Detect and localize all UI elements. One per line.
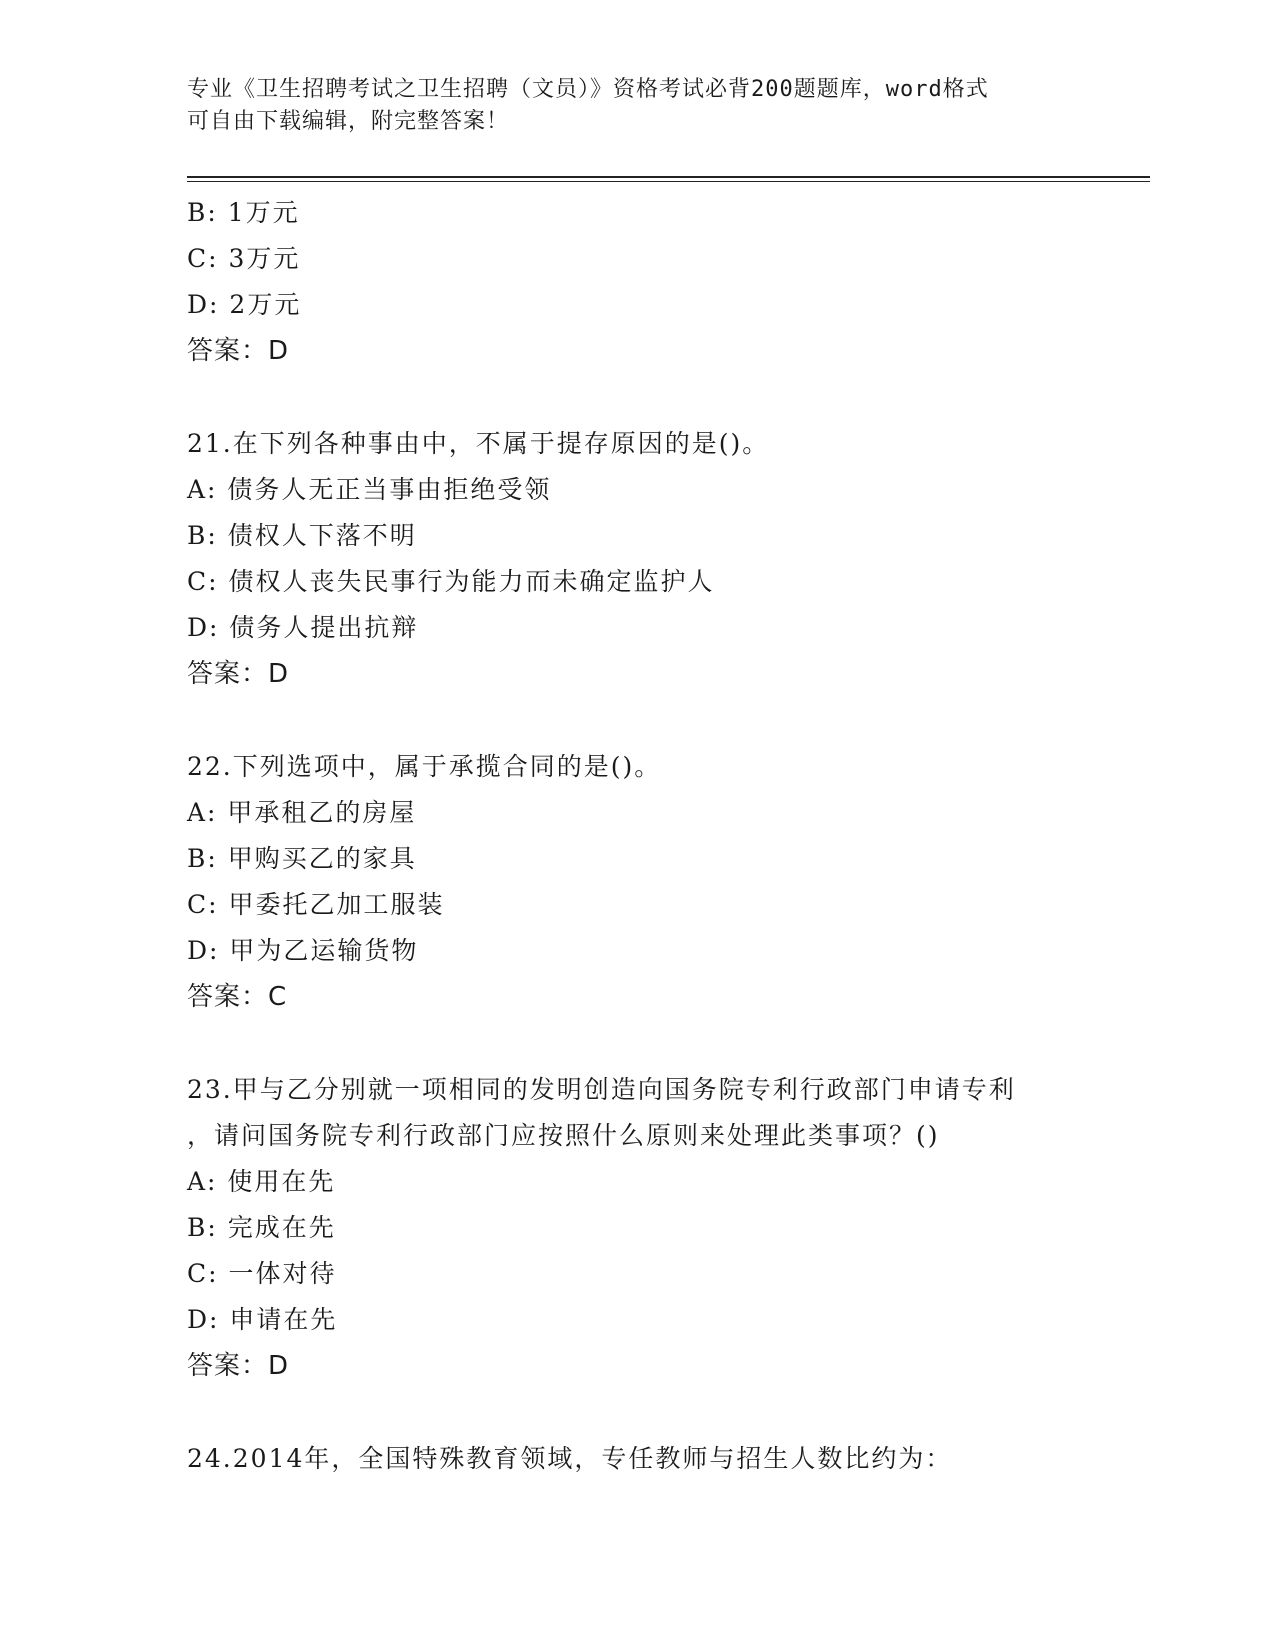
question-22 [187, 744, 1087, 1020]
option-b: B: 1万元 [187, 198, 300, 227]
header-divider-thick [187, 176, 1150, 178]
option-d: D: 2万元 [187, 290, 302, 319]
option-a: A: 甲承租乙的房屋 [187, 798, 417, 827]
question-list [187, 190, 1087, 1482]
option-b: B: 完成在先 [187, 1213, 336, 1242]
option-c: C: 甲委托乙加工服装 [187, 890, 445, 919]
question-stem: 23.甲与乙分别就一项相同的发明创造向国务院专利行政部门申请专利 [187, 1075, 1016, 1104]
option-c: C: 3万元 [187, 244, 301, 273]
question-stem: 22.下列选项中，属于承揽合同的是()。 [187, 752, 662, 781]
answer-line: 答案：D [187, 659, 290, 689]
option-a: A: 债务人无正当事由拒绝受领 [187, 475, 552, 504]
question-23 [187, 1067, 1087, 1389]
option-b: B: 甲购买乙的家具 [187, 844, 417, 873]
answer-line: 答案：C [187, 982, 288, 1012]
option-d: D: 申请在先 [187, 1305, 338, 1334]
option-a: A: 使用在先 [187, 1167, 336, 1196]
option-d: D: 甲为乙运输货物 [187, 936, 419, 965]
answer-line: 答案：D [187, 1351, 290, 1381]
header-line-1: 专业《卫生招聘考试之卫生招聘（文员）》资格考试必背200题题库，word格式 [187, 77, 989, 102]
header-divider-thin [187, 181, 1150, 182]
continued-question [187, 190, 1087, 374]
option-b: B: 债权人下落不明 [187, 521, 417, 550]
option-c: C: 债权人丧失民事行为能力而未确定监护人 [187, 567, 715, 596]
document-header [187, 74, 1087, 138]
question-stem-continued: ，请问国务院专利行政部门应按照什么原则来处理此类事项？() [187, 1121, 940, 1150]
option-c: C: 一体对待 [187, 1259, 337, 1288]
option-d: D: 债务人提出抗辩 [187, 613, 419, 642]
question-24 [187, 1436, 1087, 1482]
question-stem: 21.在下列各种事由中，不属于提存原因的是()。 [187, 429, 770, 458]
answer-line: 答案：D [187, 336, 290, 366]
question-21 [187, 421, 1087, 697]
header-line-2: 可自由下载编辑，附完整答案！ [187, 109, 510, 134]
question-stem: 24.2014年，全国特殊教育领域，专任教师与招生人数比约为： [187, 1444, 953, 1473]
